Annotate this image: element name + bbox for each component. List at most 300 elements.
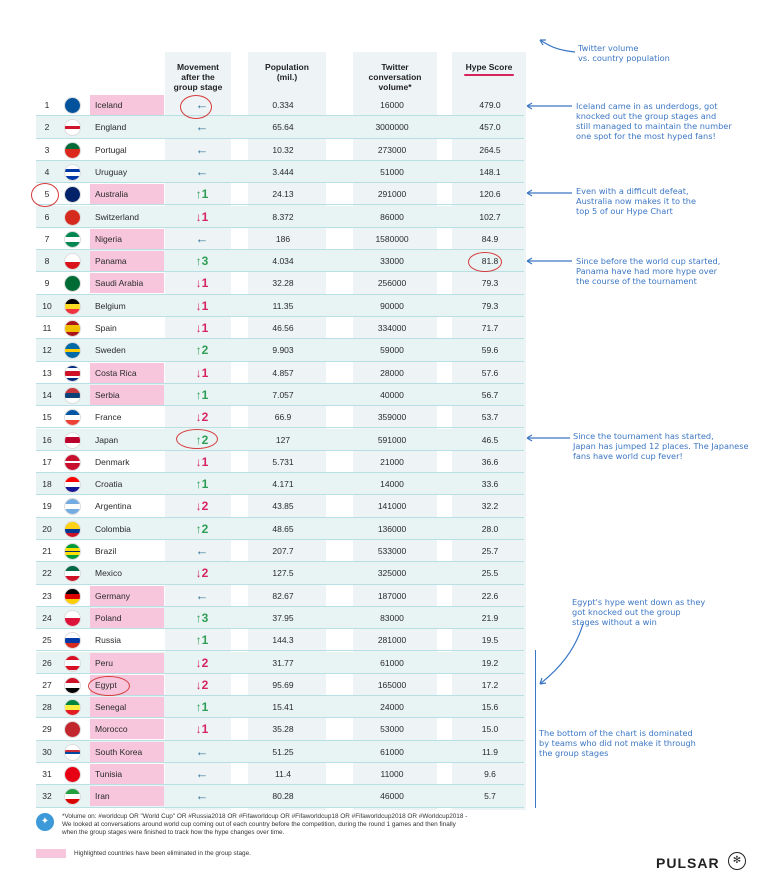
population-cell: 8.372 (272, 211, 294, 222)
country-cell: Sweden (95, 345, 126, 356)
arrow-japan (527, 435, 570, 441)
population-cell: 0.334 (272, 100, 294, 110)
movement-value: 2 (201, 655, 209, 670)
flag-stripe (65, 611, 80, 619)
arrow-twitter-head (540, 40, 546, 45)
hype-cell: 46.5 (481, 434, 499, 445)
country-cell: Belgium (95, 300, 126, 311)
hype-cell: 71.7 (481, 323, 499, 333)
flag-icon (64, 521, 81, 538)
arrow-down-icon: ↓ (195, 209, 202, 224)
population-cell: 7.057 (272, 389, 294, 400)
table-row (36, 116, 524, 138)
arrow-down-icon: ↓ (195, 566, 202, 581)
iceland-arrow-circle (180, 95, 212, 119)
note-panama: Since before the world cup started, Panama have had more hype over the course of the tournament (576, 256, 721, 286)
arrow-down-icon: ↓ (195, 499, 202, 514)
population-cell: 32.28 (272, 278, 294, 289)
movement-cell (176, 540, 228, 562)
hype-cell: 15.0 (481, 724, 499, 735)
movement-value: 1 (201, 454, 209, 469)
panama-hype-circle (468, 252, 502, 272)
arrow-left-icon: ← (195, 163, 209, 179)
twitter-cell: 21000 (380, 456, 404, 467)
hype-cell: 59.6 (481, 345, 499, 356)
flag-icon (64, 365, 81, 382)
hype-cell: 21.9 (481, 612, 499, 623)
twitter-cell: 14000 (380, 479, 404, 490)
flag-icon (64, 588, 81, 605)
rank-cell: 28 (42, 702, 52, 713)
flag-icon (64, 275, 81, 292)
flag-stripe (65, 443, 80, 448)
movement-cell (176, 362, 228, 384)
population-cell: 4.034 (272, 256, 294, 267)
twitter-cell: 59000 (380, 345, 404, 356)
movement-value: 1 (201, 209, 209, 224)
twitter-cell: 90000 (380, 300, 404, 311)
table-row (36, 362, 524, 384)
arrow-down-icon: ↓ (195, 677, 202, 692)
movement-cell (176, 228, 228, 250)
flag-icon (64, 454, 81, 471)
table-row (36, 384, 524, 406)
flag-icon (64, 543, 81, 560)
country-cell: Colombia (95, 523, 131, 534)
country-cell: Japan (95, 434, 119, 445)
twitter-cell: 46000 (380, 791, 404, 802)
arrow-up-icon: ↑ (195, 432, 202, 447)
rank-cell: 2 (44, 122, 50, 133)
population-cell: 82.67 (272, 590, 294, 601)
population-cell: 24.13 (272, 189, 294, 200)
flag-stripe (65, 149, 80, 158)
arrow-down-icon: ↓ (195, 365, 202, 380)
twitter-cell: 86000 (380, 211, 404, 222)
population-cell: 4.857 (272, 367, 294, 378)
population-cell: 144.3 (272, 635, 294, 646)
movement-cell (176, 183, 228, 205)
movement-cell (176, 406, 228, 428)
table-row (36, 451, 524, 473)
legend-eliminated-swatch (36, 849, 66, 858)
movement-cell (176, 272, 228, 294)
population-cell: 10.32 (272, 144, 294, 155)
country-cell: England (95, 122, 127, 133)
country-cell: Brazil (95, 546, 117, 556)
twitter-cell: 591000 (377, 434, 407, 445)
hype-cell: 25.7 (481, 546, 499, 556)
twitter-cell: 359000 (377, 412, 407, 423)
country-cell: Denmark (95, 456, 130, 467)
table-row (36, 161, 524, 183)
flag-icon (64, 320, 81, 337)
movement-cell (176, 785, 228, 807)
table-row (36, 228, 524, 250)
population-cell: 43.85 (272, 501, 294, 512)
rank-cell: 11 (42, 323, 52, 333)
twitter-cell: 28000 (380, 367, 404, 378)
table-row (36, 540, 524, 562)
movement-cell (176, 451, 228, 473)
arrow-left-icon: ← (195, 141, 209, 157)
movement-cell (176, 518, 228, 540)
flag-stripe (65, 767, 80, 782)
twitter-cell: 40000 (380, 389, 404, 400)
hype-cell: 79.3 (481, 278, 499, 289)
rank-cell: 13 (42, 367, 52, 378)
twitter-cell: 325000 (377, 568, 407, 579)
country-cell: France (95, 412, 122, 423)
hype-cell: 57.6 (481, 367, 499, 378)
rank-cell: 27 (42, 679, 52, 690)
flag-icon (64, 387, 81, 404)
country-cell: Russia (95, 635, 121, 646)
arrow-left-icon: ← (195, 587, 209, 603)
flag-icon (64, 766, 81, 783)
hype-cell: 457.0 (479, 122, 501, 133)
movement-value: 1 (201, 298, 209, 313)
population-cell: 66.9 (274, 412, 292, 423)
flag-stripe (65, 242, 80, 247)
movement-cell (176, 161, 228, 183)
movement-cell (176, 741, 228, 763)
flag-stripe (65, 509, 80, 514)
movement-value: 2 (201, 499, 209, 514)
rank-cell: 4 (44, 166, 50, 177)
arrow-up-icon: ↑ (195, 610, 202, 625)
movement-cell (176, 652, 228, 674)
movement-value: 1 (201, 722, 209, 737)
twitter-cell: 83000 (380, 612, 404, 623)
table-row (36, 406, 524, 428)
flag-stripe (65, 276, 80, 291)
population-cell: 31.77 (272, 657, 294, 668)
header-population: Population (mil.) (265, 62, 309, 82)
table-row (36, 317, 524, 339)
movement-cell (176, 629, 228, 651)
legend-eliminated-text: Highlighted countries have been eliminated in the group stage. (74, 850, 251, 857)
table-row (36, 652, 524, 674)
arrow-left-icon: ← (195, 230, 209, 246)
twitter-cell: 61000 (380, 657, 404, 668)
flag-icon (64, 677, 81, 694)
country-cell: Peru (90, 653, 164, 673)
arrow-up-icon: ↑ (195, 633, 202, 648)
twitter-cell: 273000 (377, 144, 407, 155)
arrow-left-icon: ← (195, 766, 209, 781)
flag-stripe (65, 210, 80, 225)
movement-cell (176, 384, 228, 406)
twitter-cell: 187000 (377, 590, 407, 601)
flag-stripe (65, 254, 80, 262)
flag-stripe (65, 325, 80, 333)
flag-icon (64, 610, 81, 627)
movement-value: 2 (201, 566, 209, 581)
population-cell: 127.5 (272, 568, 294, 579)
movement-value: 1 (201, 321, 209, 335)
arrow-down-icon: ↓ (195, 298, 202, 313)
flag-stripe (65, 599, 80, 604)
table-row (36, 741, 524, 763)
flag-icon (64, 164, 81, 181)
country-cell: Tunisia (90, 764, 164, 784)
country-cell: South Korea (90, 742, 164, 762)
hype-cell: 53.7 (481, 412, 499, 423)
table-row (36, 429, 524, 451)
movement-value: 1 (201, 633, 209, 648)
flag-icon (64, 721, 81, 738)
twitter-cell: 533000 (377, 546, 407, 556)
arrow-iceland (527, 103, 572, 109)
twitter-cell: 3000000 (375, 122, 409, 133)
header-twitter: Twitter conversation volume* (368, 62, 422, 92)
rank-cell: 23 (42, 590, 52, 601)
country-cell: Australia (90, 184, 164, 204)
rank-cell: 6 (44, 211, 50, 222)
table-row (36, 139, 524, 161)
movement-value: 1 (201, 187, 209, 202)
rank-cell: 19 (42, 501, 52, 512)
movement-value: 1 (201, 276, 209, 291)
rank-cell: 3 (44, 144, 50, 155)
country-cell: Switzerland (95, 211, 139, 222)
population-cell: 65.64 (272, 122, 294, 133)
rank-cell: 18 (42, 479, 52, 490)
table-row (36, 696, 524, 718)
arrow-left-icon: ← (195, 543, 209, 558)
arrow-down-icon: ↓ (195, 454, 202, 469)
country-cell: Serbia (90, 385, 164, 405)
movement-cell (176, 495, 228, 517)
hype-cell: 5.7 (484, 791, 496, 802)
population-cell: 5.731 (272, 456, 294, 467)
twitter-cell: 1580000 (375, 233, 409, 244)
rank-cell: 21 (42, 546, 52, 556)
arrow-australia (527, 190, 572, 196)
country-cell: Spain (95, 323, 117, 333)
note-iceland: Iceland came in as underdogs, got knocked out the group stages and still managed to maintain the number one spot for the most hyped fans! (576, 101, 732, 141)
arrow-up-icon: ↑ (195, 187, 202, 202)
population-cell: 127 (275, 434, 291, 445)
rank-cell: 30 (42, 746, 52, 757)
movement-cell (176, 295, 228, 317)
table-row (36, 339, 524, 361)
table-row (36, 763, 524, 785)
arrow-down-icon: ↓ (195, 410, 202, 425)
note-twitter-vs-pop: Twitter volume vs. country population (578, 43, 670, 63)
rank-5-circle (31, 183, 59, 207)
table-row (36, 629, 524, 651)
rank-cell: 29 (42, 724, 52, 735)
flag-icon (64, 632, 81, 649)
country-cell: Germany (90, 586, 164, 606)
rank-cell: 10 (42, 300, 52, 311)
rank-cell: 32 (42, 791, 52, 802)
country-cell: Iceland (90, 95, 164, 115)
movement-value: 2 (201, 432, 209, 447)
movement-cell (176, 763, 228, 785)
flag-stripe (65, 378, 80, 381)
flag-icon (64, 699, 81, 716)
movement-cell (176, 250, 228, 272)
hype-cell: 25.5 (481, 568, 499, 579)
twitter-cell: 24000 (380, 702, 404, 713)
note-egypt: Egypt's hype went down as they got knocked out the group stages without a win (572, 597, 706, 627)
country-cell: Nigeria (90, 229, 164, 249)
movement-cell (176, 116, 228, 138)
hype-cell: 56.7 (481, 389, 499, 400)
egypt-circle (88, 676, 130, 696)
hype-cell: 148.1 (479, 166, 501, 177)
movement-cell (176, 206, 228, 228)
arrow-up-icon: ↑ (195, 343, 202, 358)
movement-value: 1 (201, 477, 209, 492)
arrow-egypt (540, 624, 583, 684)
table-row (36, 94, 524, 116)
rank-cell: 20 (42, 523, 52, 534)
table-row (36, 250, 524, 272)
twitter-cell: 165000 (377, 679, 407, 690)
twitter-cell: 291000 (377, 189, 407, 200)
flag-stripe (65, 643, 80, 648)
movement-value: 2 (201, 343, 209, 358)
movement-value: 2 (201, 410, 209, 425)
hype-cell: 79.3 (481, 300, 499, 311)
twitter-cell: 256000 (377, 278, 407, 289)
population-cell: 4.171 (272, 479, 294, 490)
hype-cell: 479.0 (479, 100, 501, 110)
population-cell: 186 (275, 233, 291, 244)
flag-stripe (65, 555, 80, 559)
country-cell: Iran (90, 786, 164, 806)
rank-cell: 14 (42, 389, 52, 400)
table-row (36, 206, 524, 228)
hype-cell: 17.2 (481, 679, 499, 690)
movement-value: 3 (201, 254, 209, 269)
population-cell: 9.903 (272, 345, 294, 356)
twitter-cell: 11000 (380, 769, 404, 779)
population-cell: 46.56 (272, 323, 294, 333)
note-australia: Even with a difficult defeat, Australia now makes it to the top 5 of our Hype Chart (576, 186, 697, 216)
hype-cell: 32.2 (481, 501, 499, 512)
hype-cell: 19.5 (481, 635, 499, 646)
flag-icon (64, 498, 81, 515)
country-cell: Portugal (95, 144, 127, 155)
arrow-down-icon: ↓ (195, 722, 202, 737)
movement-cell (176, 718, 228, 740)
table-row (36, 272, 524, 294)
movement-cell (176, 562, 228, 584)
pulsar-logo: PULSAR (656, 855, 720, 871)
flag-stripe (65, 618, 80, 626)
arrow-up-icon: ↑ (195, 254, 202, 269)
arrow-up-icon: ↑ (195, 700, 202, 715)
population-cell: 95.69 (272, 679, 294, 690)
header-movement: Movement after the group stage (173, 62, 223, 92)
population-cell: 207.7 (272, 546, 294, 556)
flag-icon (64, 253, 81, 270)
rank-cell: 17 (42, 456, 52, 467)
flag-stripe (65, 309, 80, 314)
twitter-cell: 53000 (380, 724, 404, 735)
population-cell: 3.444 (272, 166, 294, 177)
flag-stripe (65, 666, 80, 671)
arrow-down-icon: ↓ (195, 276, 202, 291)
table-row (36, 183, 524, 205)
hype-cell: 36.6 (481, 456, 499, 467)
twitter-cell: 334000 (377, 323, 407, 333)
hype-cell: 84.9 (481, 233, 499, 244)
hype-cell: 9.6 (484, 769, 496, 779)
japan-move-circle (176, 429, 218, 449)
arrow-left-icon: ← (195, 743, 209, 759)
rank-cell: 12 (42, 345, 52, 356)
arrow-left-icon: ← (195, 97, 209, 112)
header-hype: Hype Score (465, 62, 513, 72)
table-row (36, 562, 524, 584)
population-cell: 48.65 (272, 523, 294, 534)
hype-header-underline (464, 74, 514, 76)
rank-cell: 5 (44, 189, 50, 200)
rank-cell: 22 (42, 568, 52, 579)
country-cell: Senegal (90, 697, 164, 717)
flag-icon (64, 298, 81, 315)
rank-cell: 7 (44, 233, 50, 244)
flag-stripe (65, 187, 80, 202)
flag-stripe (65, 463, 80, 469)
twitter-cell: 51000 (380, 166, 404, 177)
arrow-up-icon: ↑ (195, 477, 202, 492)
population-cell: 11.4 (275, 769, 291, 779)
twitter-bird-icon: ✦ (36, 813, 54, 831)
flag-stripe (65, 688, 80, 693)
movement-cell (176, 696, 228, 718)
table-row (36, 495, 524, 517)
hype-cell: 28.0 (481, 523, 499, 534)
rank-cell: 16 (42, 434, 52, 445)
hype-cell: 11.9 (482, 746, 498, 757)
movement-value: 1 (201, 365, 209, 380)
country-cell: Argentina (95, 501, 132, 512)
movement-value: 3 (201, 610, 209, 625)
table-row (36, 473, 524, 495)
movement-cell (176, 317, 228, 339)
arrow-down-icon: ↓ (195, 655, 202, 670)
population-cell: 15.41 (272, 702, 294, 713)
arrow-panama (527, 258, 572, 264)
arrow-down-icon: ↓ (195, 321, 202, 335)
twitter-cell: 61000 (380, 746, 404, 757)
rank-cell: 31 (42, 769, 52, 779)
flag-stripe (65, 398, 80, 403)
flag-icon (64, 186, 81, 203)
movement-cell (176, 473, 228, 495)
flag-stripe (65, 754, 80, 759)
country-cell: Uruguay (95, 166, 128, 177)
footnote: *Volume on: #worldcup OR "World Cup" OR #Russia2018 OR #Fifaworldcup OR #Fifaworldcup18 OR #Fifaworldcup2018 OR #Worldcup2018 - We looked at conversations around world cup coming out of each country before the competition, during the round 1 games and then finally when the group stages were finished to track how the hype changes over time. (62, 813, 468, 836)
arrow-up-icon: ↑ (195, 521, 202, 536)
note-japan: Since the tournament has started, Japan has jumped 12 places. The Japanese fans have world cup fever! (573, 431, 749, 461)
table-row (36, 295, 524, 317)
flag-icon (64, 142, 81, 159)
flag-icon (64, 476, 81, 493)
hype-cell: 264.5 (479, 144, 501, 155)
pulsar-logo-icon: ✻ (728, 852, 746, 870)
movement-cell (176, 585, 228, 607)
hype-cell: 22.6 (481, 590, 499, 601)
country-cell: Mexico (95, 568, 122, 579)
